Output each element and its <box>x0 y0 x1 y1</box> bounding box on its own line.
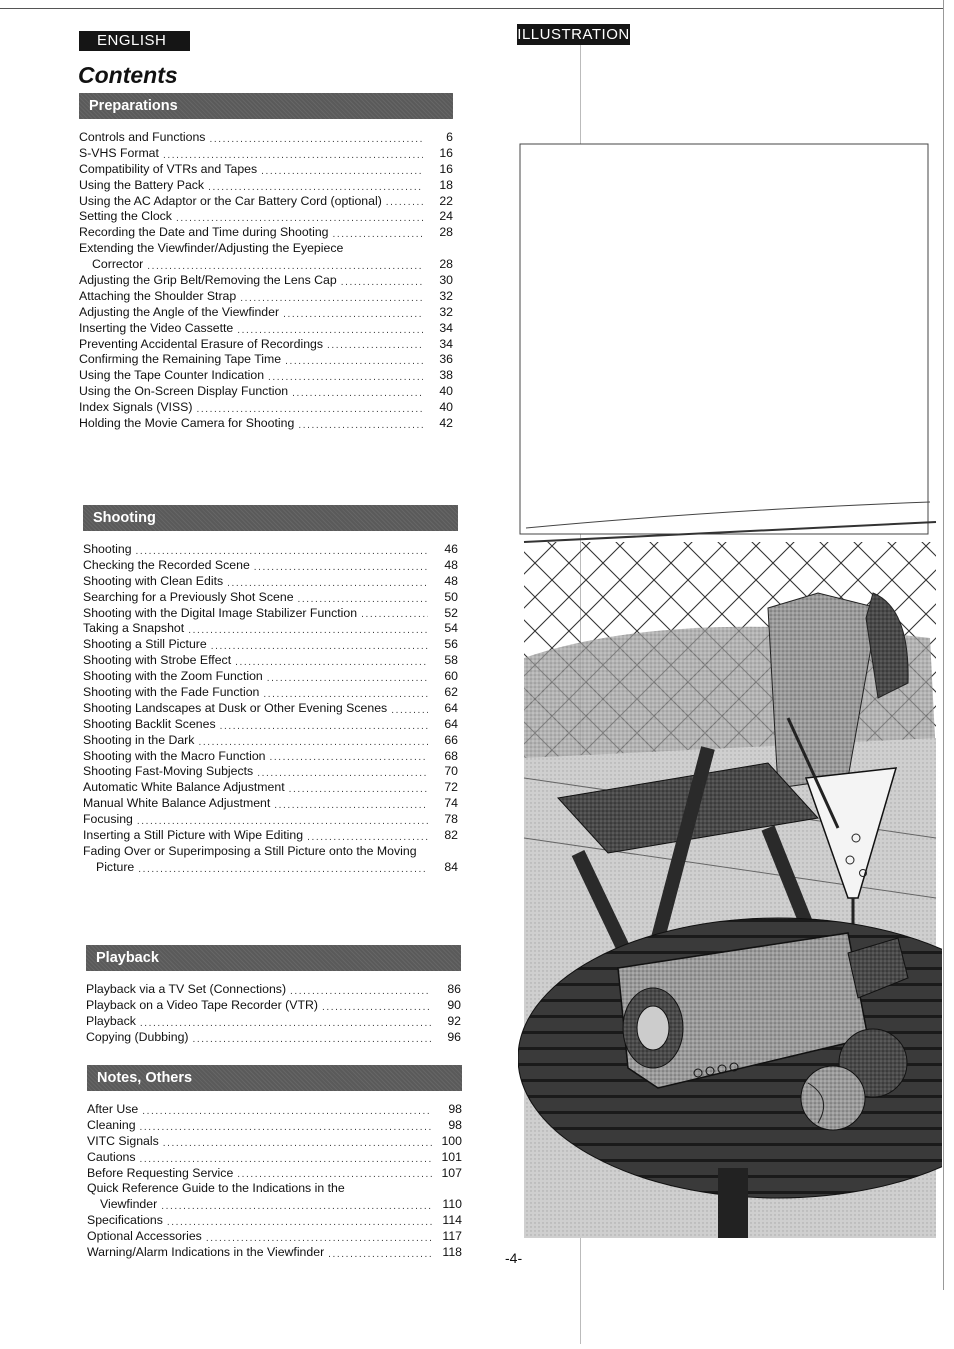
toc-entry-title: Checking the Recorded Scene <box>83 557 250 572</box>
toc-entry-title: Viewfinder <box>100 1197 158 1212</box>
toc-entry-title: Corrector <box>92 257 144 272</box>
toc-entry-title: Quick Reference Guide to the Indications in the <box>87 1181 345 1196</box>
toc-entry-title: Playback via a TV Set (Connections) <box>86 981 287 996</box>
toc-entry <box>83 860 458 876</box>
page-title: Contents <box>78 62 178 88</box>
toc-leader-dots <box>208 182 423 194</box>
toc-entry-page: 42 <box>439 416 453 431</box>
toc-leader-dots <box>206 1233 432 1245</box>
toc-leader-dots <box>198 737 428 749</box>
toc-entry-title: Inserting a Still Picture with Wipe Editing <box>83 828 304 843</box>
toc-entry-page: 36 <box>439 352 453 367</box>
top-rule <box>0 8 944 9</box>
toc-entry-title: Shooting with Strobe Effect <box>83 653 232 668</box>
toc-entry <box>79 273 453 289</box>
toc-leader-dots <box>220 721 428 733</box>
toc-entry <box>79 209 453 225</box>
toc-entry <box>83 796 458 812</box>
language-label: ENGLISH <box>79 31 190 51</box>
toc-entry-page: 56 <box>444 637 458 652</box>
toc-entry-title: Automatic White Balance Adjustment <box>83 780 285 795</box>
toc-leader-dots <box>328 1249 432 1261</box>
toc-entry-page: 64 <box>444 716 458 731</box>
toc-entry <box>87 1166 462 1182</box>
toc-entry <box>83 701 458 717</box>
toc-leader-dots <box>237 1169 432 1181</box>
toc-leader-dots <box>274 800 428 812</box>
toc-entry-title: Shooting Fast-Moving Subjects <box>83 764 254 779</box>
toc-entry-title: Searching for a Previously Shot Scene <box>83 589 294 604</box>
toc-leader-dots <box>147 261 423 273</box>
toc-entry-page: 54 <box>444 621 458 636</box>
toc-leader-dots <box>341 277 423 289</box>
toc-leader-dots <box>136 546 428 558</box>
toc-leader-dots <box>386 197 423 209</box>
section-playback <box>86 945 461 1046</box>
toc-entry-page: 32 <box>439 304 453 319</box>
toc-leader-dots <box>267 673 428 685</box>
toc-entry-title: Shooting in the Dark <box>83 732 195 747</box>
toc-leader-dots <box>163 150 423 162</box>
toc-entry <box>87 1229 462 1245</box>
toc-entry <box>79 337 453 353</box>
toc-entry <box>83 685 458 701</box>
toc-entry <box>83 780 458 796</box>
toc-entry <box>79 241 453 257</box>
toc-entry-page: 68 <box>444 748 458 763</box>
toc-entry <box>83 574 458 590</box>
toc-leader-dots <box>254 562 428 574</box>
toc-entry-title: Extending the Viewfinder/Adjusting the Eyepiece <box>79 241 344 256</box>
toc-entry-page: 82 <box>444 828 458 843</box>
toc-entry <box>83 558 458 574</box>
toc-entry <box>83 621 458 637</box>
toc-leader-dots <box>227 578 428 590</box>
section-shooting <box>83 505 458 876</box>
toc-entry <box>83 717 458 733</box>
toc-leader-dots <box>167 1217 432 1229</box>
toc-entry-page: 46 <box>444 541 458 556</box>
toc-entry-title: Adjusting the Angle of the Viewfinder <box>79 304 280 319</box>
toc-entry-title: Using the On-Screen Display Function <box>79 384 289 399</box>
toc-entry-title: S-VHS Format <box>79 145 159 160</box>
toc-entry-title: Shooting Landscapes at Dusk or Other Evening Scenes <box>83 700 388 715</box>
toc-entry-page: 70 <box>444 764 458 779</box>
toc-list <box>86 982 461 1046</box>
toc-leader-dots <box>261 166 423 178</box>
toc-entry-title: Shooting with Clean Edits <box>83 573 224 588</box>
toc-leader-dots <box>298 594 428 606</box>
illustration-drawing <box>518 138 942 1238</box>
toc-leader-dots <box>307 832 428 844</box>
toc-leader-dots <box>237 325 423 337</box>
toc-entry-page: 64 <box>444 700 458 715</box>
toc-entry-page: 30 <box>439 273 453 287</box>
toc-entry-title: Focusing <box>83 812 133 827</box>
toc-entry-page: 16 <box>439 145 453 160</box>
toc-leader-dots <box>140 1018 431 1030</box>
toc-entry <box>83 733 458 749</box>
toc-entry-page: 22 <box>439 193 453 208</box>
toc-leader-dots <box>361 609 428 621</box>
toc-entry-page: 6 <box>446 129 453 144</box>
toc-entry <box>86 982 461 998</box>
toc-entry <box>87 1102 462 1118</box>
toc-entry <box>79 368 453 384</box>
toc-entry <box>79 130 453 146</box>
toc-entry-page: 52 <box>444 605 458 620</box>
toc-leader-dots <box>140 1154 432 1166</box>
toc-entry <box>87 1213 462 1229</box>
toc-entry <box>87 1245 462 1261</box>
toc-entry-page: 32 <box>439 288 453 303</box>
toc-entry-title: Shooting a Still Picture <box>83 637 207 652</box>
toc-entry-page: 38 <box>439 368 453 383</box>
toc-entry-page: 78 <box>444 812 458 827</box>
toc-leader-dots <box>322 1002 431 1014</box>
section-notes-others <box>87 1065 462 1261</box>
toc-entry <box>87 1150 462 1166</box>
toc-entry-title: Inserting the Video Cassette <box>79 320 234 335</box>
toc-entry-page: 58 <box>444 653 458 668</box>
toc-entry <box>79 305 453 321</box>
toc-entry-page: 86 <box>447 981 461 996</box>
toc-leader-dots <box>268 372 423 384</box>
toc-leader-dots <box>290 986 431 998</box>
toc-leader-dots <box>270 752 428 764</box>
toc-entry-title: Copying (Dubbing) <box>86 1029 189 1044</box>
toc-entry-title: Cautions <box>87 1149 136 1164</box>
toc-entry-title: Shooting with the Macro Function <box>83 748 266 763</box>
toc-entry-title: Taking a Snapshot <box>83 621 185 636</box>
page-number: -4- <box>505 1250 523 1266</box>
toc-entry-title: Adjusting the Grip Belt/Removing the Lens Cap <box>79 273 337 287</box>
illustration-label: ILLUSTRATION <box>517 26 630 43</box>
toc-entry <box>79 257 453 273</box>
toc-entry-page: 98 <box>448 1117 462 1132</box>
toc-entry-page: 98 <box>448 1101 462 1116</box>
toc-entry-title: Holding the Movie Camera for Shooting <box>79 416 295 431</box>
section-header: Preparations <box>79 93 453 119</box>
toc-entry-title: Attaching the Shoulder Strap <box>79 288 237 303</box>
toc-entry-page: 101 <box>441 1149 462 1164</box>
toc-entry-page: 72 <box>444 780 458 795</box>
toc-entry <box>79 194 453 210</box>
toc-leader-dots <box>289 784 428 796</box>
toc-entry <box>83 749 458 765</box>
toc-entry-title: Warning/Alarm Indications in the Viewfinder <box>87 1245 325 1259</box>
toc-entry-title: Confirming the Remaining Tape Time <box>79 352 282 367</box>
toc-entry-title: Fading Over or Superimposing a Still Picture onto the Moving <box>83 843 417 858</box>
toc-entry-title: Setting the Clock <box>79 209 172 224</box>
toc-entry <box>79 225 453 241</box>
toc-entry <box>86 1030 461 1046</box>
toc-entry <box>83 764 458 780</box>
toc-entry-title: Specifications <box>87 1213 163 1228</box>
toc-leader-dots <box>138 864 428 876</box>
toc-entry <box>83 653 458 669</box>
toc-leader-dots <box>257 768 428 780</box>
toc-entry-title: VITC Signals <box>87 1133 159 1148</box>
toc-entry <box>86 998 461 1014</box>
toc-entry <box>83 812 458 828</box>
section-header: Playback <box>86 945 461 971</box>
toc-leader-dots <box>283 309 423 321</box>
toc-leader-dots <box>240 293 423 305</box>
toc-entry-title: Recording the Date and Time during Shooting <box>79 225 329 240</box>
toc-entry-title: Using the Tape Counter Indication <box>79 368 265 383</box>
camcorder-illustration <box>518 138 942 1238</box>
toc-entry <box>86 1014 461 1030</box>
toc-entry-page: 50 <box>444 589 458 604</box>
toc-entry-page: 48 <box>444 573 458 588</box>
toc-entry-title: Preventing Accidental Erasure of Recordings <box>79 336 324 351</box>
toc-entry <box>79 146 453 162</box>
toc-entry-page: 96 <box>447 1029 461 1044</box>
toc-leader-dots <box>263 689 428 701</box>
right-margin-rule <box>943 0 944 1290</box>
toc-entry-page: 60 <box>444 669 458 684</box>
toc-entry <box>83 844 458 860</box>
toc-entry-page: 117 <box>442 1229 462 1244</box>
toc-leader-dots <box>391 705 428 717</box>
toc-leader-dots <box>211 641 428 653</box>
toc-entry <box>87 1197 462 1213</box>
toc-entry-page: 40 <box>439 384 453 399</box>
toc-entry <box>79 289 453 305</box>
toc-entry <box>83 637 458 653</box>
section-preparations <box>79 93 453 432</box>
toc-entry-page: 114 <box>442 1213 462 1228</box>
toc-leader-dots <box>142 1106 432 1118</box>
toc-entry <box>83 606 458 622</box>
toc-entry-title: Shooting with the Zoom Function <box>83 669 263 684</box>
toc-entry-page: 18 <box>439 177 453 192</box>
toc-entry-page: 110 <box>442 1197 462 1212</box>
toc-entry-title: Shooting with the Fade Function <box>83 685 260 699</box>
toc-entry-page: 40 <box>439 400 453 415</box>
toc-entry-page: 100 <box>441 1133 462 1148</box>
section-header: Notes, Others <box>87 1065 462 1091</box>
toc-entry-page: 74 <box>444 796 458 811</box>
toc-entry <box>83 669 458 685</box>
toc-entry <box>79 162 453 178</box>
toc-entry-page: 90 <box>447 997 461 1012</box>
toc-entry-page: 24 <box>439 209 453 224</box>
toc-leader-dots <box>193 1034 431 1046</box>
toc-entry <box>79 352 453 368</box>
toc-entry-page: 66 <box>444 732 458 747</box>
toc-entry-title: Manual White Balance Adjustment <box>83 796 271 811</box>
toc-leader-dots <box>161 1201 432 1213</box>
toc-entry <box>83 590 458 606</box>
toc-entry-title: Picture <box>96 859 135 874</box>
toc-entry-title: Optional Accessories <box>87 1229 202 1244</box>
toc-entry <box>87 1118 462 1134</box>
toc-entry <box>79 416 453 432</box>
toc-leader-dots <box>188 625 428 637</box>
toc-entry-title: Using the Battery Pack <box>79 177 205 192</box>
toc-entry <box>87 1134 462 1150</box>
toc-leader-dots <box>176 213 423 225</box>
toc-entry <box>83 542 458 558</box>
toc-entry-page: 16 <box>439 161 453 176</box>
toc-entry-page: 118 <box>442 1245 462 1259</box>
toc-entry-title: Index Signals (VISS) <box>79 400 193 415</box>
toc-list <box>83 542 458 876</box>
toc-entry <box>79 321 453 337</box>
toc-leader-dots <box>137 816 428 828</box>
toc-leader-dots <box>196 404 423 416</box>
toc-entry <box>79 400 453 416</box>
toc-entry-page: 84 <box>444 859 458 874</box>
section-header: Shooting <box>83 505 458 531</box>
toc-leader-dots <box>298 420 423 432</box>
toc-entry-title: Shooting with the Digital Image Stabilizer Function <box>83 605 358 620</box>
toc-entry-page: 34 <box>439 336 453 351</box>
toc-leader-dots <box>292 388 423 400</box>
toc-entry-page: 92 <box>447 1013 461 1028</box>
toc-leader-dots <box>285 356 423 368</box>
toc-entry <box>83 828 458 844</box>
toc-entry-page: 34 <box>439 320 453 335</box>
toc-leader-dots <box>140 1122 432 1134</box>
toc-entry <box>79 384 453 400</box>
toc-entry-title: Controls and Functions <box>79 129 206 144</box>
toc-entry <box>87 1181 462 1197</box>
toc-leader-dots <box>209 134 423 146</box>
toc-list <box>79 130 453 432</box>
toc-leader-dots <box>235 657 428 669</box>
toc-entry-title: After Use <box>87 1101 139 1116</box>
toc-entry-title: Compatibility of VTRs and Tapes <box>79 161 258 176</box>
toc-entry-title: Shooting Backlit Scenes <box>83 716 216 731</box>
toc-leader-dots <box>163 1138 432 1150</box>
toc-entry-title: Playback on a Video Tape Recorder (VTR) <box>86 997 318 1012</box>
toc-entry <box>79 178 453 194</box>
toc-leader-dots <box>333 229 423 241</box>
toc-entry-page: 48 <box>444 557 458 572</box>
toc-entry-page: 62 <box>444 685 458 699</box>
toc-leader-dots <box>327 340 423 352</box>
toc-entry-title: Playback <box>86 1013 136 1028</box>
toc-list <box>87 1102 462 1261</box>
toc-entry-title: Before Requesting Service <box>87 1165 234 1180</box>
toc-entry-title: Using the AC Adaptor or the Car Battery Cord (optional) <box>79 193 382 208</box>
toc-entry-page: 107 <box>441 1165 462 1180</box>
toc-entry-title: Cleaning <box>87 1117 136 1132</box>
toc-entry-page: 28 <box>439 257 453 272</box>
toc-entry-page: 28 <box>439 225 453 240</box>
toc-entry-title: Shooting <box>83 541 132 556</box>
